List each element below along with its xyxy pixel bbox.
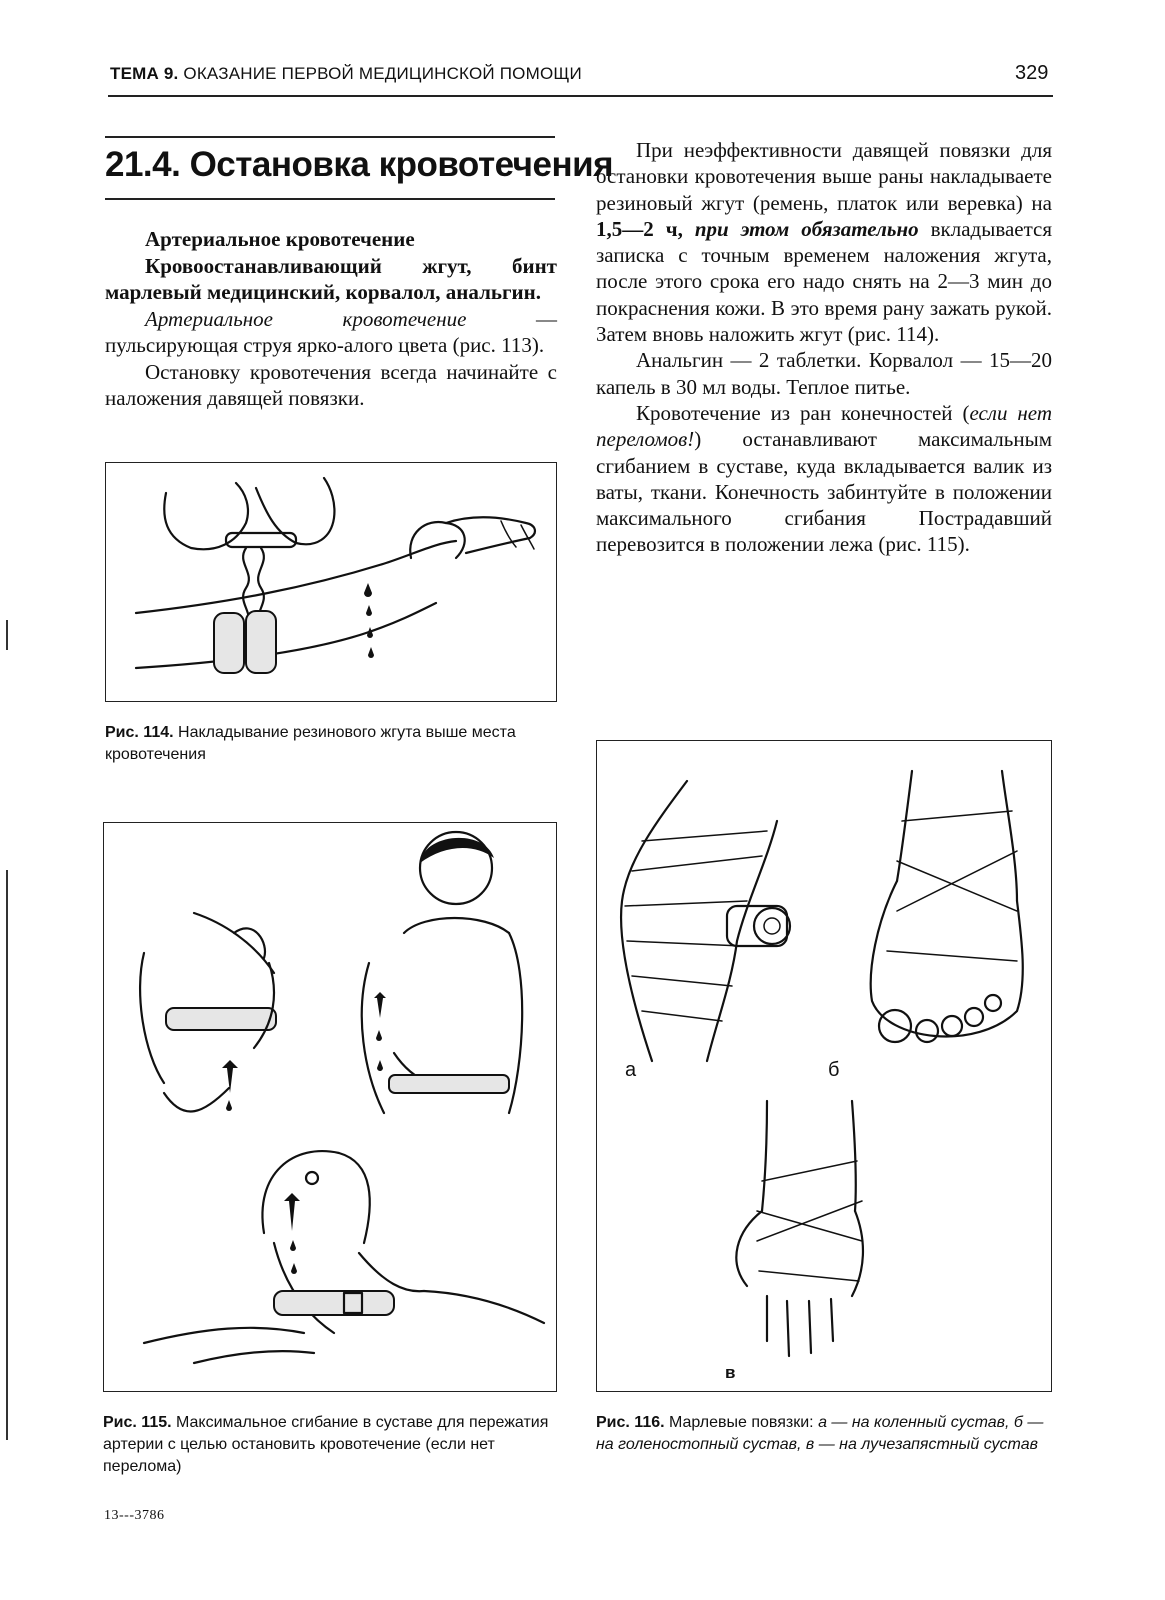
figure-116-label: Рис. 116. xyxy=(596,1414,665,1431)
title-rule-bottom xyxy=(105,198,555,200)
figure-116-bandages xyxy=(596,740,1052,1392)
print-code: 13---3786 xyxy=(104,1508,165,1523)
arterial-definition: Артериальное кровотечение — пульсирующая струя ярко-алого цвета (рис. 113). xyxy=(105,306,557,357)
running-header-title: ОКАЗАНИЕ ПЕРВОЙ МЕДИЦИНСКОЙ ПОМОЩИ xyxy=(183,64,582,83)
page-number: 329 xyxy=(1015,62,1049,84)
section-title: 21.4. Остановка кровотечения xyxy=(105,145,614,184)
tourniquet-illustration xyxy=(106,463,556,701)
pressure-bandage-note: Остановку кровотечения всегда начинайте с наложения давящей повязки. xyxy=(105,359,557,410)
arterial-term: Артериальное кровотечение xyxy=(145,306,467,331)
figure-114-tourniquet xyxy=(105,462,557,702)
figure-116-caption-plain: Марлевые повязки: xyxy=(669,1414,814,1431)
running-header xyxy=(110,64,582,84)
figure-115-label: Рис. 115. xyxy=(103,1414,172,1431)
figure-114-caption xyxy=(105,722,557,766)
figure-116-caption xyxy=(596,1412,1052,1456)
figure-116-letter-v: в xyxy=(725,1363,736,1382)
flexion-illustration xyxy=(104,823,556,1391)
figure-114-caption-text: Накладывание резинового жгута выше места кровотечения xyxy=(105,724,516,763)
figure-115-caption xyxy=(103,1412,555,1478)
scan-margin-line xyxy=(6,870,8,1440)
figure-115-caption-text: Максимальное сгибание в суставе для пережатия артерии с целью остановить кровотечение (если нет перелома) xyxy=(103,1414,549,1475)
fracture-warning: если нет переломов! xyxy=(596,400,1052,452)
subheading-arterial: Артериальное кровотечение xyxy=(145,227,415,251)
title-rule-top xyxy=(105,136,555,138)
figure-116-letter-a: а xyxy=(625,1059,637,1081)
bandage-illustration xyxy=(597,741,1051,1391)
figure-114-label: Рис. 114. xyxy=(105,724,174,741)
figure-116-letter-b: б xyxy=(828,1059,840,1081)
left-column xyxy=(105,226,557,412)
tourniquet-paragraph: При неэффективности давящей повязки для остановки кровотечения выше раны накладываете резиновый жгут (ремень, платок или веревка) на 1,5—2 ч, при этом обязательно вкладывается записка с точным временем наложения жгута, после этого срока его надо снять на 2—3 мин до покраснения кожи. В это время рану зажать рукой. Затем вновь наложить жгут (рис. 114). xyxy=(596,138,1053,347)
right-column xyxy=(596,137,1052,558)
medication-paragraph: Анальгин — 2 таблетки. Корвалол — 15—20 капель в 30 мл воды. Теплое питье. xyxy=(596,348,1052,399)
mandatory-emphasis: при этом обязательно xyxy=(694,216,919,241)
flexion-paragraph: Кровотечение из ран конечностей (если нет переломов!) останавливают максимальным сгибанием в суставе, куда вкладывается валик из ваты, ткани. Конечность забинтуйте в положении максимального сгибания Пострадавший перевозится в положении лежа (рис. 115). xyxy=(596,400,1052,557)
scan-margin-mark xyxy=(6,620,8,650)
running-header-topic: ТЕМА 9. xyxy=(110,64,179,83)
equipment-list: Кровоостанавливающий жгут, бинт марлевый медицинский, корвалол, анальгин. xyxy=(105,253,557,304)
header-rule xyxy=(108,95,1053,97)
figure-116-caption-italic: а — на коленный сустав, б — на голеностопный сустав, в — на лучезапястный сустав xyxy=(596,1414,1044,1453)
figure-115-flexion xyxy=(103,822,557,1392)
tourniquet-duration: 1,5—2 ч, xyxy=(596,216,683,241)
